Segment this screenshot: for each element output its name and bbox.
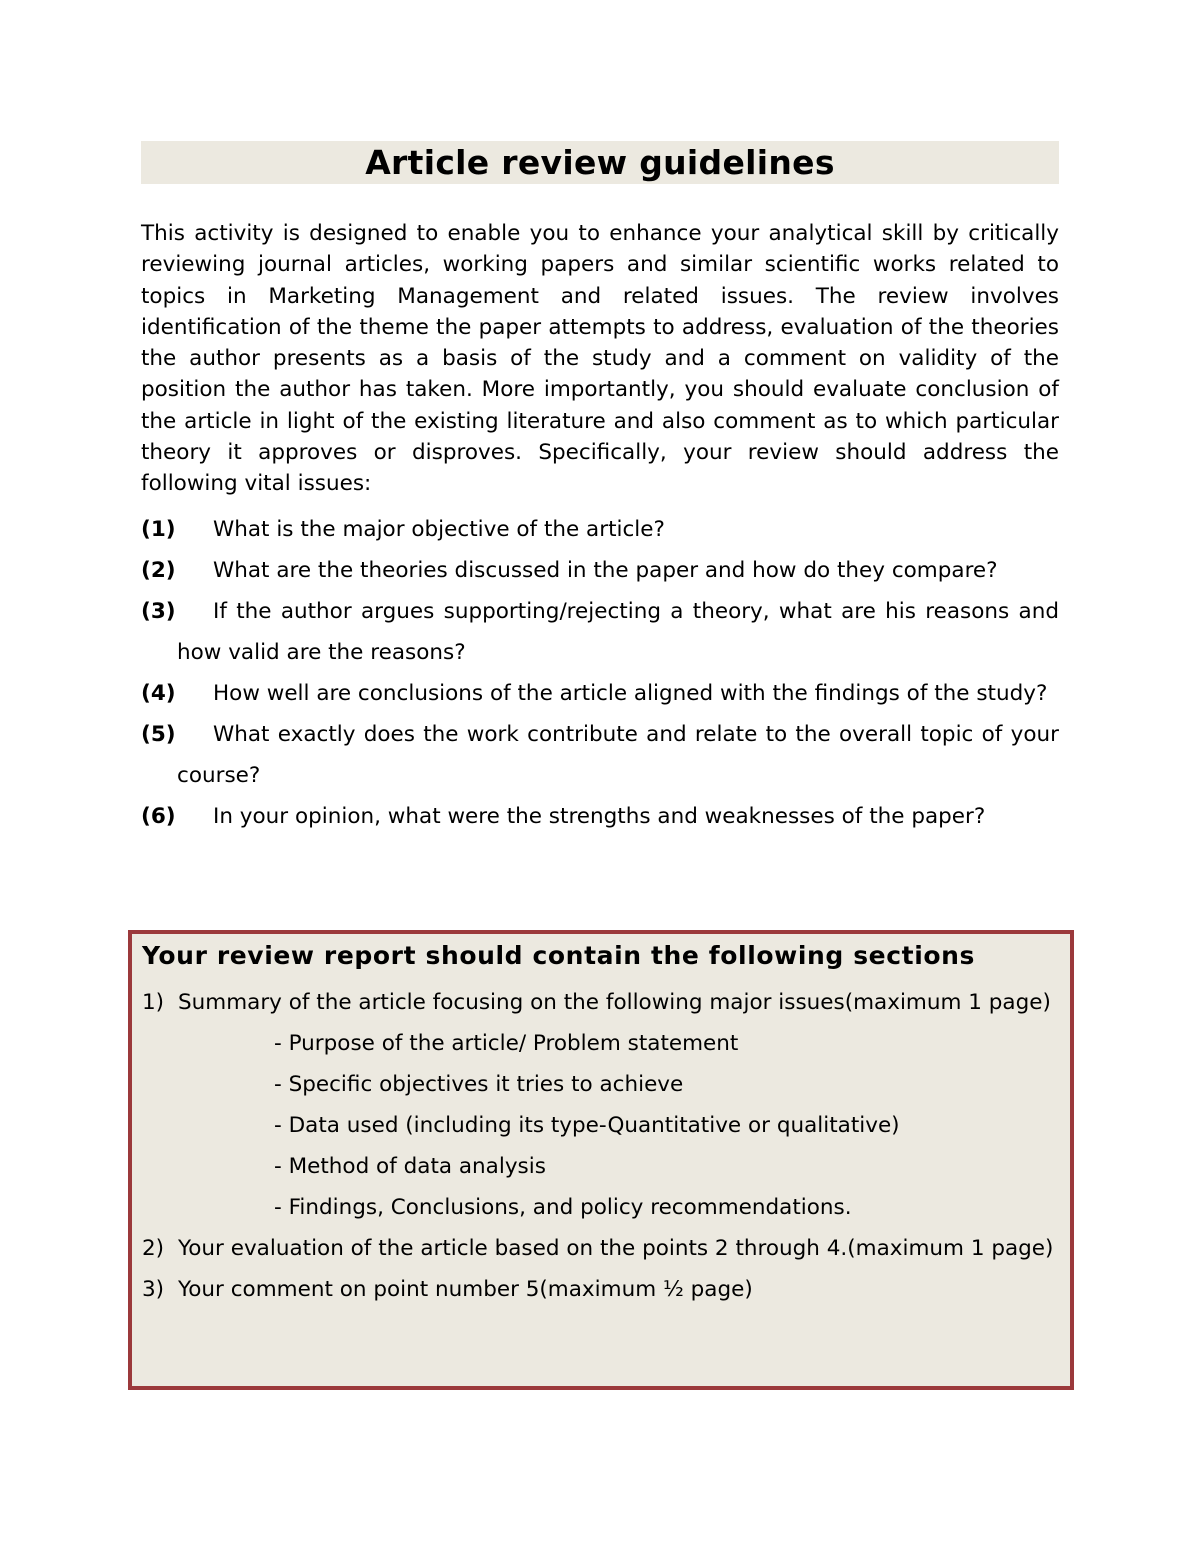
question-text: What is the major objective of the article? xyxy=(213,517,665,542)
report-sections-list xyxy=(142,982,1060,1310)
section-text: Your evaluation of the article based on the points 2 through 4.(maximum 1 page) xyxy=(178,1236,1054,1261)
section-text: Your comment on point number 5(maximum ½ page) xyxy=(178,1277,753,1302)
question-text: How well are conclusions of the article aligned with the findings of the study? xyxy=(213,681,1048,706)
question-text: What are the theories discussed in the paper and how do they compare? xyxy=(213,558,998,583)
section-number: 2) xyxy=(142,1236,165,1261)
question-text: If the author argues supporting/rejecting a theory, what are his reasons and how valid are the reasons? xyxy=(177,599,1059,665)
question-item xyxy=(141,673,1059,714)
summary-issues-list xyxy=(178,1023,1060,1228)
question-text: In your opinion, what were the strengths and weaknesses of the paper? xyxy=(213,804,986,829)
report-section-item xyxy=(142,1228,1060,1269)
questions-list xyxy=(141,509,1059,837)
question-number: (2) xyxy=(141,558,176,583)
question-item xyxy=(141,796,1059,837)
section-number: 3) xyxy=(142,1277,165,1302)
report-section-item xyxy=(142,982,1060,1228)
summary-issue-item: - Data used (including its type-Quantitative or qualitative) xyxy=(274,1113,900,1138)
question-number: (6) xyxy=(141,804,176,829)
question-number: (4) xyxy=(141,681,176,706)
summary-issue-item: - Findings, Conclusions, and policy recommendations. xyxy=(274,1195,852,1220)
section-text: Summary of the article focusing on the following major issues(maximum 1 page) xyxy=(178,990,1051,1015)
summary-issue-item: - Specific objectives it tries to achieve xyxy=(274,1072,684,1097)
question-item xyxy=(141,550,1059,591)
intro-paragraph: This activity is designed to enable you to enhance your analytical skill by critically reviewing journal articles, working papers and similar scientific works related to topics in Marketing Management and related issues. The review involves identification of the theme the paper attempts to address, evaluation of the theories the author presents as a basis of the study and a comment on validity of the position the author has taken. More importantly, you should evaluate conclusion of the article in light of the existing literature and also comment as to which particular theory it approves or disproves. Specifically, your review should address the following vital issues: xyxy=(141,221,1059,497)
question-number: (5) xyxy=(141,722,176,747)
report-sections-box xyxy=(128,930,1074,1390)
section-number: 1) xyxy=(142,990,165,1015)
question-number: (3) xyxy=(141,599,176,624)
question-text: What exactly does the work contribute and relate to the overall topic of your course? xyxy=(177,722,1059,788)
question-item xyxy=(141,714,1059,796)
title-bar xyxy=(141,141,1059,184)
question-item xyxy=(141,509,1059,550)
report-section-item xyxy=(142,1269,1060,1310)
question-item xyxy=(141,591,1059,673)
page-title: Article review guidelines xyxy=(365,143,835,182)
question-number: (1) xyxy=(141,517,176,542)
summary-issue-item: - Purpose of the article/ Problem statement xyxy=(274,1031,739,1056)
summary-issue-item: - Method of data analysis xyxy=(274,1154,546,1179)
report-heading: Your review report should contain the following sections xyxy=(142,941,976,970)
